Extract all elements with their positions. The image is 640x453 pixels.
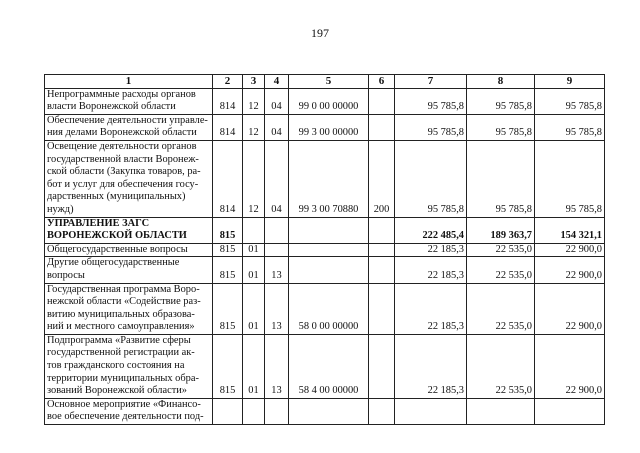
amount-year2-cell: 95 785,8 bbox=[467, 140, 535, 217]
subsection-code-cell: 04 bbox=[265, 140, 289, 217]
target-article-cell bbox=[289, 217, 369, 243]
column-header: 4 bbox=[265, 75, 289, 89]
expense-type-cell bbox=[369, 217, 395, 243]
amount-year3-cell: 22 900,0 bbox=[535, 243, 605, 257]
row-name-cell bbox=[45, 283, 213, 334]
section-code-cell: 01 bbox=[243, 334, 265, 398]
subsection-code-cell bbox=[265, 217, 289, 243]
target-article-cell bbox=[289, 243, 369, 257]
column-header: 5 bbox=[289, 75, 369, 89]
section-code-cell: 12 bbox=[243, 140, 265, 217]
subsection-code-cell: 04 bbox=[265, 88, 289, 114]
amount-year2-cell: 189 363,7 bbox=[467, 217, 535, 243]
table-row bbox=[45, 398, 605, 424]
expense-type-cell bbox=[369, 243, 395, 257]
expense-type-cell bbox=[369, 398, 395, 424]
row-name-line: Обеспечение деятельности управле- bbox=[47, 114, 208, 126]
ministry-code-cell: 815 bbox=[213, 243, 243, 257]
column-header: 9 bbox=[535, 75, 605, 89]
section-code-cell bbox=[243, 398, 265, 424]
row-name-line: Общегосударственные вопросы bbox=[47, 243, 188, 255]
expense-type-cell bbox=[369, 257, 395, 283]
amount-year3-cell: 22 900,0 bbox=[535, 257, 605, 283]
column-header: 8 bbox=[467, 75, 535, 89]
row-name-line: Освещение деятельности органов bbox=[47, 140, 197, 152]
row-name-line: территории муниципальных обра- bbox=[47, 372, 199, 384]
row-name-line: УПРАВЛЕНИЕ ЗАГС bbox=[47, 217, 150, 229]
row-name-line: ний и местного самоуправления» bbox=[47, 321, 195, 333]
section-code-cell: 12 bbox=[243, 114, 265, 140]
amount-year3-cell: 154 321,1 bbox=[535, 217, 605, 243]
table-row bbox=[45, 257, 605, 283]
section-code-cell: 01 bbox=[243, 283, 265, 334]
amount-year2-cell: 22 535,0 bbox=[467, 243, 535, 257]
amount-year1-cell: 95 785,8 bbox=[395, 140, 467, 217]
amount-year3-cell: 22 900,0 bbox=[535, 334, 605, 398]
section-code-cell: 01 bbox=[243, 243, 265, 257]
column-header: 6 bbox=[369, 75, 395, 89]
row-name-line: Другие общегосударственные bbox=[47, 257, 180, 269]
amount-year1-cell: 22 185,3 bbox=[395, 257, 467, 283]
ministry-code-cell: 815 bbox=[213, 257, 243, 283]
table-row bbox=[45, 217, 605, 243]
section-code-cell: 12 bbox=[243, 88, 265, 114]
section-code-cell: 01 bbox=[243, 257, 265, 283]
row-name-line: тов гражданского состояния на bbox=[47, 360, 185, 372]
ministry-code-cell: 815 bbox=[213, 217, 243, 243]
target-article-cell: 99 0 00 00000 bbox=[289, 88, 369, 114]
ministry-code-cell: 815 bbox=[213, 283, 243, 334]
amount-year1-cell: 22 185,3 bbox=[395, 334, 467, 398]
table-row bbox=[45, 114, 605, 140]
page-number: 197 bbox=[311, 26, 329, 40]
target-article-cell: 99 3 00 70880 bbox=[289, 140, 369, 217]
row-name-cell bbox=[45, 217, 213, 243]
amount-year1-cell bbox=[395, 398, 467, 424]
expense-type-cell bbox=[369, 334, 395, 398]
amount-year1-cell: 95 785,8 bbox=[395, 88, 467, 114]
subsection-code-cell: 04 bbox=[265, 114, 289, 140]
ministry-code-cell bbox=[213, 398, 243, 424]
row-name-line: Основное мероприятие «Финансо- bbox=[47, 398, 201, 410]
row-name-line: Непрограммные расходы органов bbox=[47, 88, 196, 100]
row-name-cell bbox=[45, 398, 213, 424]
expense-type-cell bbox=[369, 88, 395, 114]
row-name-line: ния делами Воронежской области bbox=[47, 127, 197, 139]
table-row bbox=[45, 334, 605, 398]
amount-year3-cell: 95 785,8 bbox=[535, 88, 605, 114]
row-name-line: ской области (Закупка товаров, ра- bbox=[47, 166, 201, 178]
row-name-line: нежской области «Содействие раз- bbox=[47, 296, 201, 308]
row-name-line: государственной регистрации ак- bbox=[47, 347, 195, 359]
amount-year1-cell: 222 485,4 bbox=[395, 217, 467, 243]
column-header: 3 bbox=[243, 75, 265, 89]
row-name-line: Государственная программа Воро- bbox=[47, 283, 200, 295]
amount-year3-cell bbox=[535, 398, 605, 424]
table-header-row bbox=[45, 75, 605, 89]
amount-year1-cell: 22 185,3 bbox=[395, 243, 467, 257]
ministry-code-cell: 814 bbox=[213, 140, 243, 217]
amount-year2-cell: 95 785,8 bbox=[467, 114, 535, 140]
budget-table bbox=[44, 74, 605, 425]
subsection-code-cell bbox=[265, 398, 289, 424]
row-name-line: дарственных (муниципальных) bbox=[47, 191, 186, 203]
target-article-cell: 58 0 00 00000 bbox=[289, 283, 369, 334]
expense-type-cell bbox=[369, 114, 395, 140]
row-name-cell bbox=[45, 257, 213, 283]
column-header: 1 bbox=[45, 75, 213, 89]
amount-year1-cell: 95 785,8 bbox=[395, 114, 467, 140]
row-name-line: власти Воронежской области bbox=[47, 101, 176, 113]
section-code-cell bbox=[243, 217, 265, 243]
row-name-line: Подпрограмма «Развитие сферы bbox=[47, 334, 191, 346]
target-article-cell bbox=[289, 257, 369, 283]
ministry-code-cell: 814 bbox=[213, 88, 243, 114]
row-name-line: нужд) bbox=[47, 203, 74, 215]
amount-year1-cell: 22 185,3 bbox=[395, 283, 467, 334]
subsection-code-cell: 13 bbox=[265, 334, 289, 398]
row-name-cell bbox=[45, 88, 213, 114]
amount-year3-cell: 22 900,0 bbox=[535, 283, 605, 334]
row-name-cell bbox=[45, 334, 213, 398]
table-row bbox=[45, 283, 605, 334]
row-name-line: бот и услуг для обеспечения госу- bbox=[47, 178, 199, 190]
amount-year3-cell: 95 785,8 bbox=[535, 140, 605, 217]
ministry-code-cell: 814 bbox=[213, 114, 243, 140]
expense-type-cell bbox=[369, 283, 395, 334]
target-article-cell: 99 3 00 00000 bbox=[289, 114, 369, 140]
row-name-line: ВОРОНЕЖСКОЙ ОБЛАСТИ bbox=[47, 230, 187, 242]
row-name-cell bbox=[45, 243, 213, 257]
amount-year2-cell: 22 535,0 bbox=[467, 283, 535, 334]
row-name-line: витию муниципальных образова- bbox=[47, 308, 195, 320]
subsection-code-cell: 13 bbox=[265, 283, 289, 334]
row-name-line: зований Воронежской области» bbox=[47, 385, 187, 397]
amount-year2-cell bbox=[467, 398, 535, 424]
table-row bbox=[45, 140, 605, 217]
target-article-cell: 58 4 00 00000 bbox=[289, 334, 369, 398]
column-header: 7 bbox=[395, 75, 467, 89]
row-name-line: государственной власти Воронеж- bbox=[47, 153, 199, 165]
subsection-code-cell: 13 bbox=[265, 257, 289, 283]
column-header: 2 bbox=[213, 75, 243, 89]
ministry-code-cell: 815 bbox=[213, 334, 243, 398]
amount-year2-cell: 22 535,0 bbox=[467, 257, 535, 283]
amount-year2-cell: 95 785,8 bbox=[467, 88, 535, 114]
subsection-code-cell bbox=[265, 243, 289, 257]
row-name-cell bbox=[45, 114, 213, 140]
amount-year2-cell: 22 535,0 bbox=[467, 334, 535, 398]
row-name-cell bbox=[45, 140, 213, 217]
expense-type-cell: 200 bbox=[369, 140, 395, 217]
target-article-cell bbox=[289, 398, 369, 424]
row-name-line: вопросы bbox=[47, 269, 85, 281]
amount-year3-cell: 95 785,8 bbox=[535, 114, 605, 140]
table-row bbox=[45, 243, 605, 257]
row-name-line: вое обеспечение деятельности под- bbox=[47, 411, 204, 423]
table-row bbox=[45, 88, 605, 114]
